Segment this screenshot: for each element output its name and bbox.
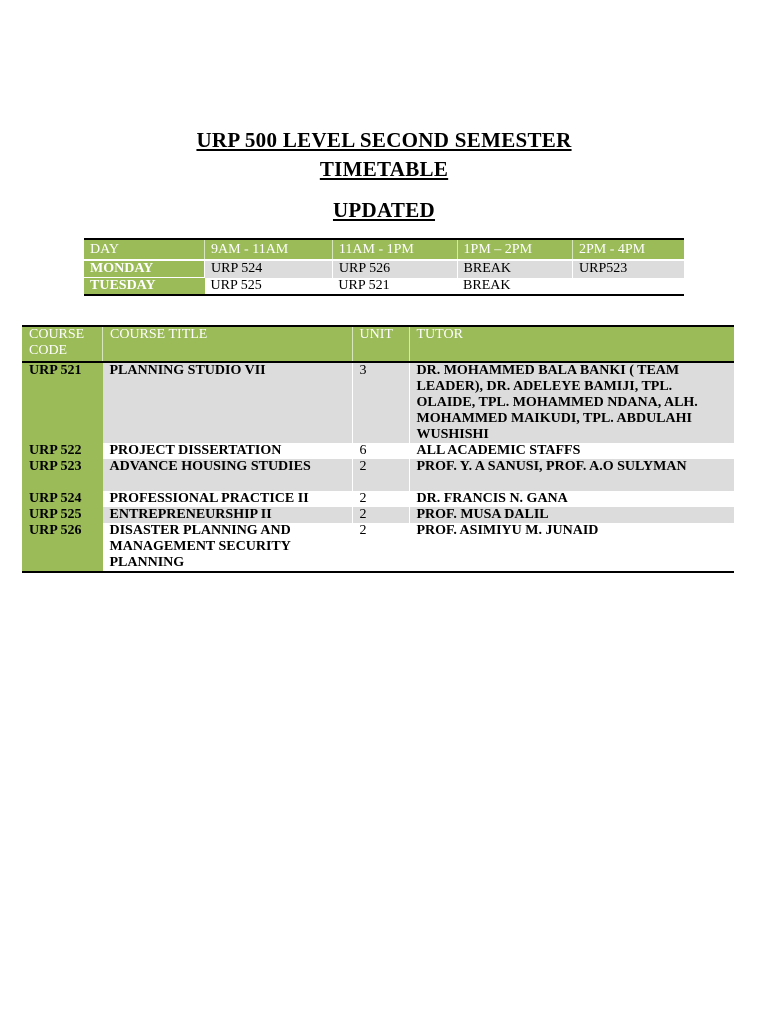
course-header-row (22, 326, 734, 362)
day-label: MONDAY (84, 260, 205, 278)
slot-cell: URP 524 (205, 260, 333, 278)
course-code: URP 523 (22, 459, 103, 491)
document-title-line2: TIMETABLE (319, 157, 449, 181)
course-tutor: PROF. Y. A SANUSI, PROF. A.O SULYMAN (409, 459, 734, 491)
slot-cell: URP 526 (332, 260, 457, 278)
course-unit: 2 (352, 491, 409, 507)
table-row (22, 459, 734, 491)
timetable-row-monday (84, 260, 684, 278)
header-course-code: COURSE CODE (22, 326, 103, 362)
timetable-row-tuesday (84, 278, 684, 296)
course-unit: 6 (352, 443, 409, 459)
table-row (22, 443, 734, 459)
header-day: DAY (84, 239, 205, 260)
table-row (22, 507, 734, 523)
slot-cell: URP 521 (332, 278, 457, 296)
course-title: PROJECT DISSERTATION (109, 443, 282, 458)
course-code: URP 526 (22, 523, 103, 572)
table-row (22, 491, 734, 507)
course-title: ADVANCE HOUSING STUDIES (103, 459, 353, 491)
course-tutor: PROF. ASIMIYU M. JUNAID (409, 523, 734, 572)
weekly-timetable (84, 238, 684, 296)
slot-cell: BREAK (457, 278, 572, 296)
slot-cell (573, 278, 685, 296)
slot-cell: URP523 (573, 260, 685, 278)
course-tutor: ALL ACADEMIC STAFFS (409, 443, 734, 459)
table-row (22, 523, 734, 572)
course-tutor: DR. MOHAMMED BALA BANKI ( TEAM LEADER), DR. ADELEYE BAMIJI, TPL. OLAIDE, TPL. MOHAMMED NDANA, ALH. MOHAMMED MAIKUDI, TPL. ABDULAHI WUSHISHI (409, 362, 734, 443)
slot-cell: BREAK (457, 260, 572, 278)
course-tutor: PROF. MUSA DALIL (409, 507, 734, 523)
header-slot-1: 9AM - 11AM (205, 239, 333, 260)
course-unit: 2 (352, 523, 409, 572)
header-slot-2: 11AM - 1PM (332, 239, 457, 260)
course-code: URP 522 (22, 443, 103, 459)
header-tutor: TUTOR (409, 326, 734, 362)
course-title: DISASTER PLANNING AND MANAGEMENT SECURITY PLANNING (109, 523, 291, 570)
course-unit: 3 (352, 362, 409, 443)
course-title: ENTREPRENEURSHIP II (103, 507, 353, 523)
course-code: URP 525 (22, 507, 103, 523)
header-slot-4: 2PM - 4PM (573, 239, 685, 260)
course-title: PROFESSIONAL PRACTICE II (109, 491, 309, 506)
course-tutor: DR. FRANCIS N. GANA (409, 491, 734, 507)
course-unit: 2 (352, 459, 409, 491)
header-slot-3: 1PM – 2PM (457, 239, 572, 260)
timetable-header-row (84, 239, 684, 260)
document-subtitle: UPDATED (332, 198, 436, 222)
header-course-title: COURSE TITLE (103, 326, 353, 362)
slot-cell: URP 525 (205, 278, 333, 296)
course-unit: 2 (352, 507, 409, 523)
header-unit: UNIT (352, 326, 409, 362)
course-table (22, 325, 734, 573)
day-label: TUESDAY (84, 278, 205, 296)
course-title: PLANNING STUDIO VII (103, 362, 353, 443)
course-code: URP 524 (22, 491, 103, 507)
table-row (22, 362, 734, 443)
course-code: URP 521 (22, 362, 103, 443)
document-title-line1: URP 500 LEVEL SECOND SEMESTER (196, 128, 572, 152)
